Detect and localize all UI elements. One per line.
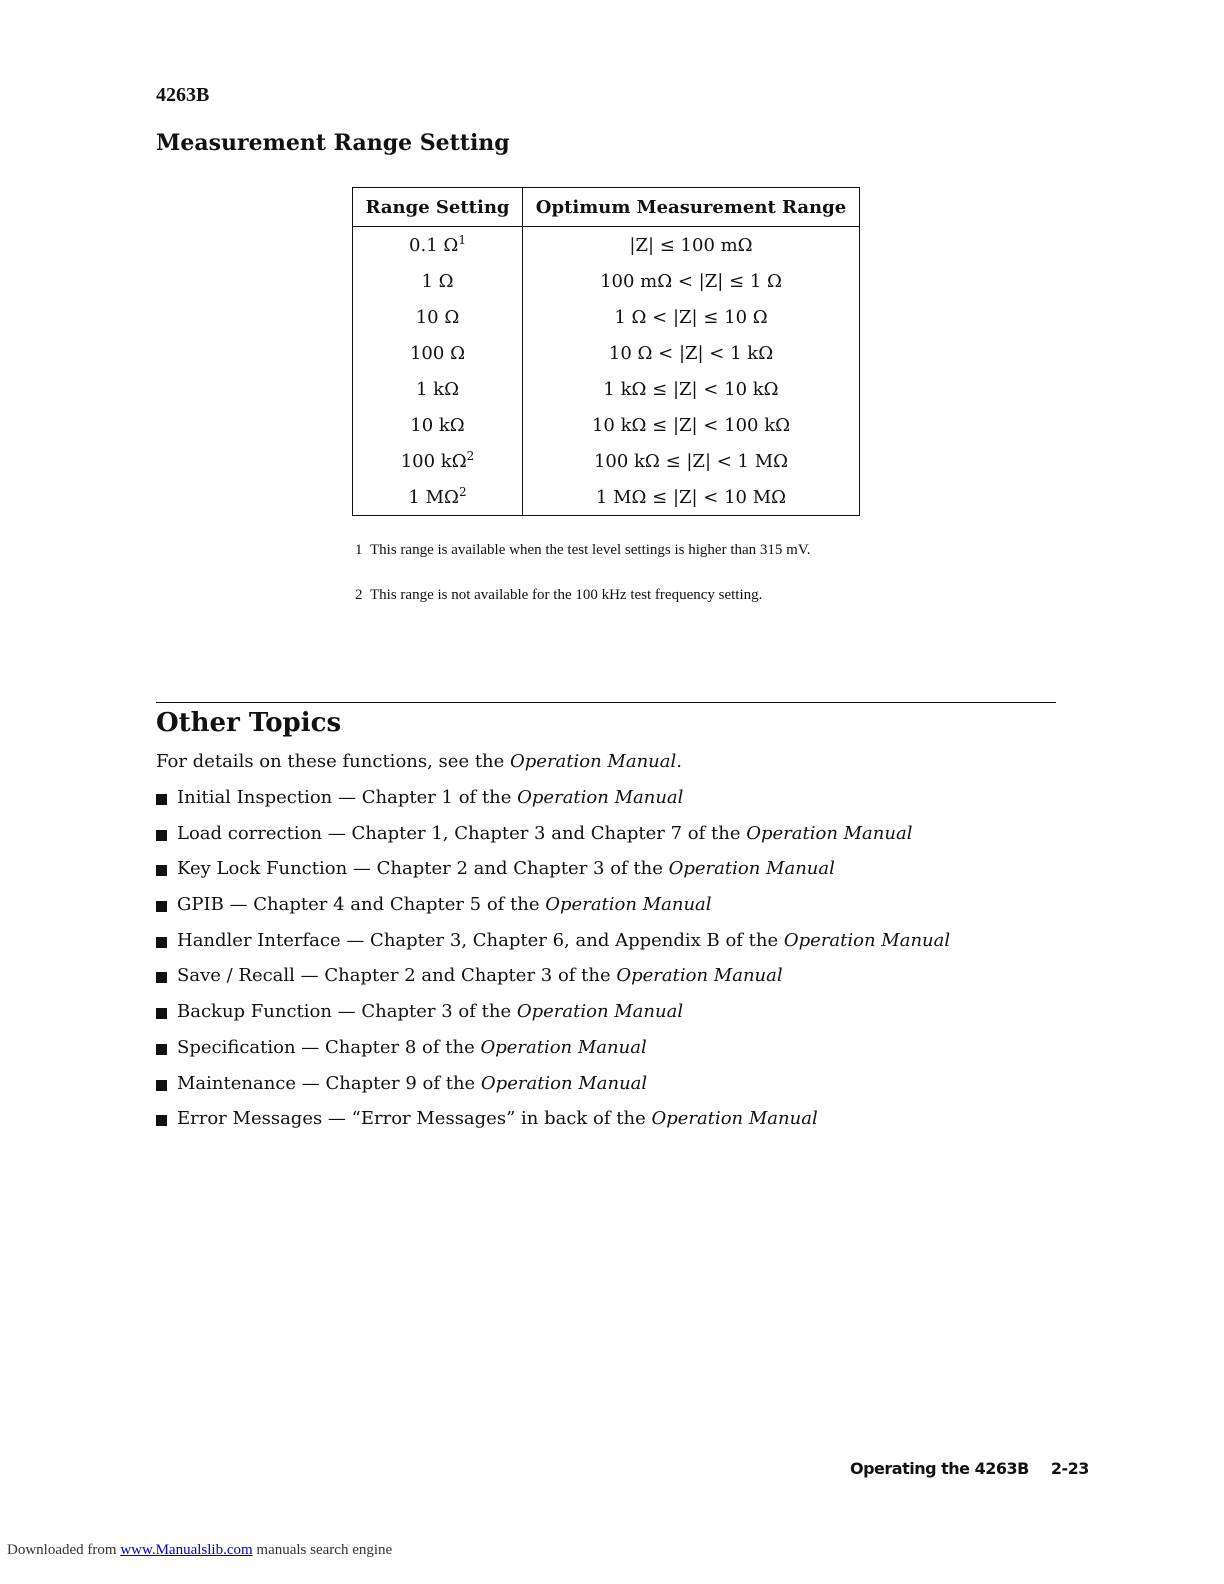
list-item-text: Specification — Chapter 8 of the	[177, 1036, 481, 1058]
bullet-icon	[156, 865, 167, 876]
range-setting-value: 100 Ω	[409, 342, 465, 364]
page-number: 2-23	[1050, 1459, 1089, 1478]
footnote-ref: 1	[458, 232, 466, 247]
range-setting-cell	[353, 299, 523, 335]
manual-reference: Operation Manual	[746, 822, 913, 844]
footnote-text: This range is available when the test level settings is higher than 315 mV.	[370, 542, 811, 558]
range-setting-value: 1 Ω	[421, 270, 454, 292]
bullet-icon	[156, 1115, 167, 1126]
list-item-content	[177, 965, 783, 986]
manual-reference: Operation Manual	[616, 965, 783, 987]
list-item-content	[177, 858, 835, 879]
list-item-text: Backup Function — Chapter 3 of the	[177, 1001, 517, 1023]
intro-text: For details on these functions, see the	[156, 751, 511, 772]
range-setting-cell	[353, 263, 523, 299]
footnote-number: 2	[355, 587, 363, 603]
manual-reference: Operation Manual	[516, 1001, 684, 1023]
download-notice	[7, 1542, 392, 1559]
bullet-icon	[156, 1080, 167, 1091]
range-setting-cell	[353, 443, 523, 479]
column-header-range-setting: Range Setting	[353, 188, 523, 227]
column-header-optimum-range: Optimum Measurement Range	[523, 188, 860, 227]
manual-reference: Operation Manual	[668, 858, 835, 880]
list-item-content	[177, 1108, 818, 1129]
list-item	[156, 1037, 950, 1073]
manual-reference: Operation Manual	[651, 1108, 818, 1130]
table-row	[353, 227, 860, 264]
list-item	[156, 894, 950, 930]
model-header: 4263B	[156, 84, 210, 106]
bullet-icon	[156, 1008, 167, 1019]
download-suffix: manuals search engine	[252, 1542, 393, 1558]
optimum-range-cell: 1 Ω < |Z| ≤ 10 Ω	[523, 299, 860, 335]
list-item	[156, 965, 950, 1001]
page-footer	[850, 1459, 1089, 1478]
list-item	[156, 1073, 950, 1109]
list-item-text: Save / Recall — Chapter 2 and Chapter 3 of the	[177, 965, 617, 987]
range-setting-value: 1 MΩ	[408, 486, 459, 508]
other-topics-intro	[156, 751, 682, 772]
list-item-content	[177, 930, 950, 951]
range-setting-cell	[353, 407, 523, 443]
list-item-content	[177, 787, 683, 808]
table-header-row	[353, 188, 860, 227]
optimum-range-cell: 100 mΩ < |Z| ≤ 1 Ω	[523, 263, 860, 299]
intro-manual-ref: Operation Manual	[510, 751, 677, 772]
optimum-range-cell: 10 Ω < |Z| < 1 kΩ	[523, 335, 860, 371]
footnote-number: 1	[355, 542, 363, 558]
optimum-range-cell: 10 kΩ ≤ |Z| < 100 kΩ	[523, 407, 860, 443]
topic-list	[156, 787, 950, 1144]
bullet-icon	[156, 830, 167, 841]
manual-reference: Operation Manual	[545, 894, 712, 916]
list-item-text: Handler Interface — Chapter 3, Chapter 6, and Appendix B of the	[177, 929, 784, 951]
bullet-icon	[156, 901, 167, 912]
table-row	[353, 299, 860, 335]
list-item	[156, 1108, 950, 1144]
other-topics-title: Other Topics	[156, 708, 342, 738]
list-item	[156, 823, 950, 859]
range-setting-value: 10 Ω	[415, 306, 460, 328]
range-setting-value: 1 kΩ	[415, 378, 459, 400]
bullet-icon	[156, 937, 167, 948]
list-item-text: Load correction — Chapter 1, Chapter 3 and Chapter 7 of the	[177, 822, 747, 844]
range-setting-value: 10 kΩ	[410, 414, 465, 436]
footnote-ref: 2	[458, 484, 467, 499]
footnote-1	[355, 540, 865, 560]
table-row	[353, 479, 860, 516]
list-item	[156, 1001, 950, 1037]
range-table-body	[353, 227, 860, 516]
list-item-content	[177, 823, 912, 844]
range-table	[352, 187, 860, 516]
footer-chapter: Operating the 4263B	[850, 1459, 1029, 1478]
range-setting-cell	[353, 227, 523, 264]
range-setting-value: 100 kΩ	[400, 450, 467, 472]
footnote-2	[355, 585, 865, 605]
list-item-content	[177, 1073, 647, 1094]
bullet-icon	[156, 794, 167, 805]
optimum-range-cell: 100 kΩ ≤ |Z| < 1 MΩ	[523, 443, 860, 479]
footnote-ref: 2	[466, 448, 475, 463]
list-item-content	[177, 1001, 683, 1022]
section-divider	[156, 702, 1056, 703]
list-item	[156, 930, 950, 966]
bullet-icon	[156, 972, 167, 983]
table-row	[353, 335, 860, 371]
list-item-text: GPIB — Chapter 4 and Chapter 5 of the	[177, 894, 546, 916]
manual-reference: Operation Manual	[480, 1072, 648, 1094]
list-item-content	[177, 1037, 647, 1058]
table-row	[353, 371, 860, 407]
table-row	[353, 263, 860, 299]
list-item-text: Maintenance — Chapter 9 of the	[177, 1072, 481, 1094]
intro-end: .	[676, 751, 682, 772]
manual-reference: Operation Manual	[517, 787, 684, 808]
list-item-text: Error Messages — “Error Messages” in back of the	[177, 1108, 652, 1130]
range-setting-cell	[353, 371, 523, 407]
optimum-range-cell: |Z| ≤ 100 mΩ	[523, 227, 860, 264]
range-setting-cell	[353, 335, 523, 371]
manualslib-link[interactable]: www.Manualslib.com	[120, 1542, 253, 1558]
list-item-text: Initial Inspection — Chapter 1 of the	[177, 787, 518, 808]
section-title: Measurement Range Setting	[156, 130, 510, 156]
list-item	[156, 858, 950, 894]
list-item	[156, 787, 950, 823]
bullet-icon	[156, 1044, 167, 1055]
manual-reference: Operation Manual	[480, 1036, 647, 1058]
list-item-text: Key Lock Function — Chapter 2 and Chapter 3 of the	[177, 858, 669, 880]
table-row	[353, 443, 860, 479]
optimum-range-cell: 1 MΩ ≤ |Z| < 10 MΩ	[523, 479, 860, 516]
range-setting-value: 0.1 Ω	[409, 234, 459, 256]
table-row	[353, 407, 860, 443]
list-item-content	[177, 894, 712, 915]
range-setting-cell	[353, 479, 523, 516]
download-prefix: Downloaded from	[7, 1542, 121, 1558]
footnote-text: This range is not available for the 100 kHz test frequency setting.	[370, 587, 763, 603]
optimum-range-cell: 1 kΩ ≤ |Z| < 10 kΩ	[523, 371, 860, 407]
manual-reference: Operation Manual	[783, 929, 951, 951]
